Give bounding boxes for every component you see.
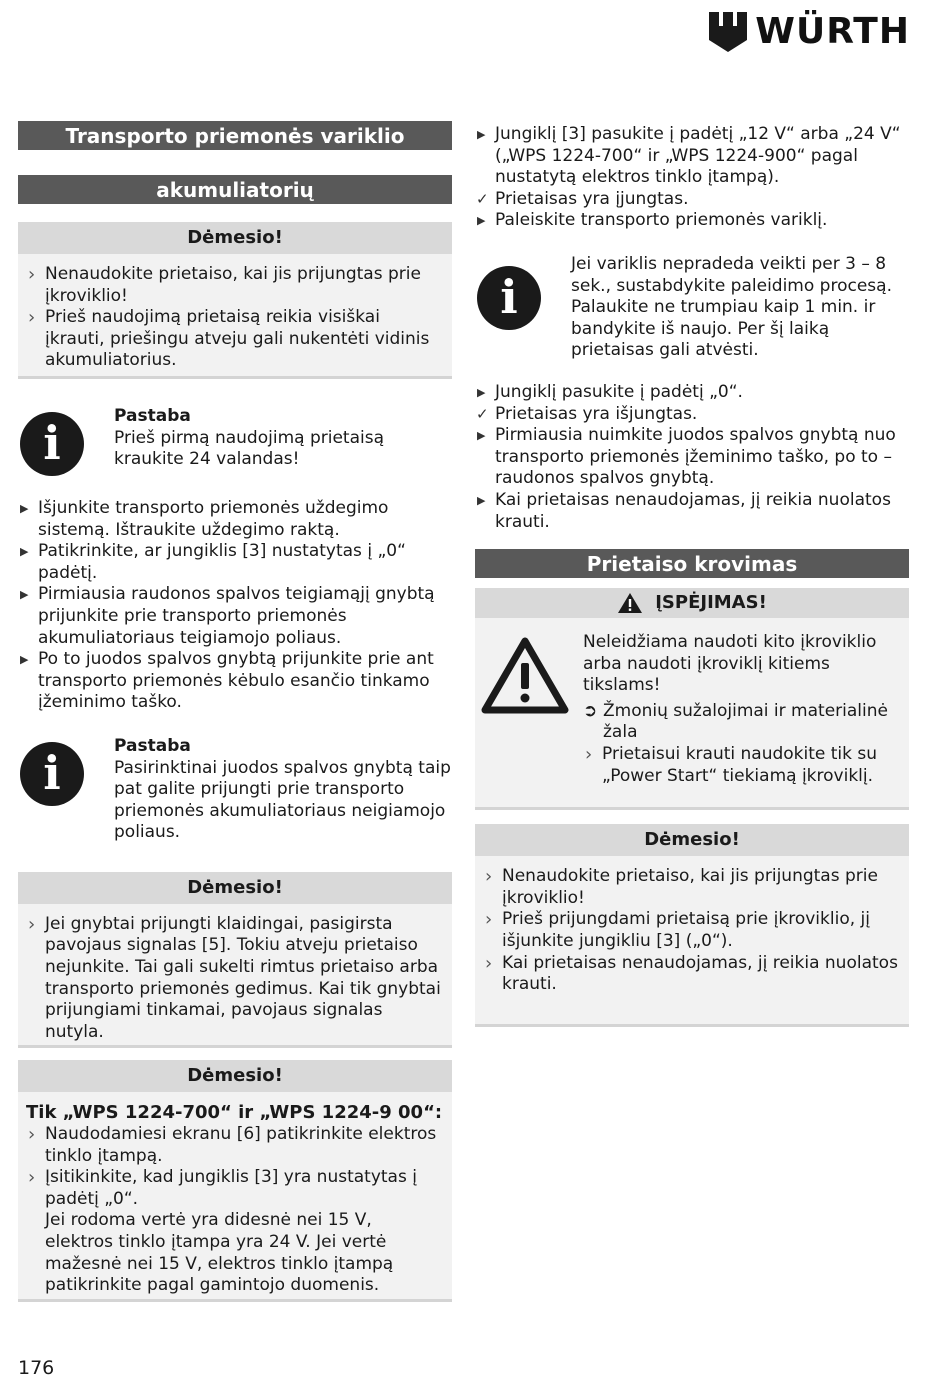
list-item: › Kai prietaisas nenaudojamas, jį reikia nuolatos krauti. bbox=[483, 953, 901, 996]
attention-box-4 bbox=[475, 824, 909, 1027]
consequence-text: Žmonių sužalojimai ir materialinė žala bbox=[603, 700, 888, 743]
note-block-2 bbox=[18, 736, 452, 844]
step-item: ▶ Jungiklį pasukite į padėtį „0“. bbox=[475, 382, 909, 404]
warning-heading-bar bbox=[475, 588, 909, 618]
step-list-left bbox=[18, 498, 452, 714]
note-block-1 bbox=[18, 406, 452, 476]
right-column bbox=[475, 124, 909, 1027]
consequence-arrow-icon: ➲ bbox=[583, 700, 598, 721]
step-list-right-2 bbox=[475, 382, 909, 533]
step-item: ▶ Išjunkite transporto priemonės uždegimo sistemą. Ištraukite uždegimo raktą. bbox=[18, 498, 452, 541]
step-item: ▶ Kai prietaisas nenaudojamas, jį reikia nuolatos krauti. bbox=[475, 490, 909, 533]
warning-icon bbox=[481, 636, 569, 714]
list-item: › Prieš prijungdami prietaisą prie įkroviklio, jį išjunkite jungikliu [3] („0“). bbox=[483, 909, 901, 952]
note-block-3 bbox=[475, 254, 909, 362]
step-item: ▶ Pirmiausia nuimkite juodos spalvos gnybtą nuo transporto priemonės įžeminimo taško, po to – raudonos spalvos gnybtą. bbox=[475, 425, 909, 490]
brand-name: WÜRTH bbox=[755, 11, 910, 53]
result-item: ✓ Prietaisas yra įjungtas. bbox=[475, 189, 909, 211]
list-item: › Naudodamiesi ekranu [6] patikrinkite elektros tinklo įtampą. bbox=[26, 1124, 444, 1167]
warning-small-icon bbox=[617, 592, 643, 614]
attention-box-2 bbox=[18, 872, 452, 1049]
list-item: › Jei gnybtai prijungti klaidingai, pasigirsta pavojaus signalas [5]. Tokiu atveju prietaiso nejunkite. Tai gali sukelti rimtus prietaiso arba transporto priemonės gedimus. Kai tik gnybtai prijungiami tinkamai, pavojaus signalas nutyla. bbox=[26, 914, 444, 1044]
info-icon: i bbox=[20, 412, 84, 476]
left-column bbox=[18, 121, 452, 1302]
step-item: ▶ Pirmiausia raudonos spalvos teigiamąjį gnybtą prijunkite prie transporto priemonės akumuliatoriaus teigiamojo poliaus. bbox=[18, 584, 452, 649]
attention-heading: Dėmesio! bbox=[18, 872, 452, 904]
note-title: Pastaba bbox=[114, 735, 191, 756]
wurth-logo bbox=[709, 12, 910, 52]
note-text: Jei variklis nepradeda veikti per 3 – 8 sek., sustabdykite paleidimo procesą. Palaukite ne trumpiau kaip 1 min. ir bandykite iš naujo. Per šį laiką prietaisas gali atvėsti. bbox=[571, 253, 892, 361]
list-item: › Nenaudokite prietaiso, kai jis prijungtas prie įkroviklio! bbox=[483, 866, 901, 909]
note-text: Pasirinktinai juodos spalvos gnybtą taip pat galite prijungti prie transporto priemonės akumuliatoriaus neigiamojo poliaus. bbox=[114, 757, 451, 843]
list-item: › Įsitikinkite, kad jungiklis [3] yra nustatytas į padėtį „0“. bbox=[26, 1167, 444, 1210]
warning-text: Neleidžiama naudoti kito įkroviklio arba naudoti įkroviklį kitiems tikslams! bbox=[583, 632, 877, 696]
attention-box-3 bbox=[18, 1060, 452, 1301]
step-item: ▶ Jungiklį [3] pasukite į padėtį „12 V“ arba „24 V“ („WPS 1224-700“ ir „WPS 1224-900“ pagal nustatytą elektros tinklo įtampą). bbox=[475, 124, 909, 189]
attention-heading: Dėmesio! bbox=[18, 222, 452, 254]
list-item: › Prietaisui krauti naudokite tik su „Power Start“ tiekiamą įkroviklį. bbox=[583, 744, 901, 787]
result-item: ✓ Prietaisas yra išjungtas. bbox=[475, 404, 909, 426]
section-title: Transporto priemonės variklio bbox=[18, 121, 452, 150]
warning-consequence bbox=[583, 701, 901, 744]
warning-heading: ĮSPĖJIMAS! bbox=[655, 592, 767, 614]
attention-heading: Dėmesio! bbox=[475, 824, 909, 856]
page-number: 176 bbox=[18, 1357, 55, 1379]
attention-box-1 bbox=[18, 222, 452, 379]
attention-subtitle: Tik „WPS 1224-700“ ir „WPS 1224-9 00“: bbox=[26, 1102, 443, 1124]
step-item: ▶ Patikrinkite, ar jungiklis [3] nustatytas į „0“ padėtį. bbox=[18, 541, 452, 584]
step-item: ▶ Paleiskite transporto priemonės variklį. bbox=[475, 210, 909, 232]
step-item: ▶ Po to juodos spalvos gnybtą prijunkite prie ant transporto priemonės kėbulo esančio tinkamo įžeminimo taško. bbox=[18, 649, 452, 714]
info-icon: i bbox=[20, 742, 84, 806]
section-title-line2: akumuliatorių bbox=[18, 175, 452, 204]
warning-box bbox=[475, 588, 909, 810]
attention-text: Jei rodoma vertė yra didesnė nei 15 V, elektros tinklo įtampa yra 24 V. Jei vertė mažesnė nei 15 V, elektros tinklo įtampą patikrinkite pagal gamintojo duomenis. bbox=[45, 1210, 394, 1296]
charging-section-title: Prietaiso krovimas bbox=[475, 549, 909, 578]
note-text: Prieš pirmą naudojimą prietaisą kraukite 24 valandas! bbox=[114, 427, 384, 470]
step-list-right-1 bbox=[475, 124, 909, 232]
note-title: Pastaba bbox=[114, 405, 191, 426]
wurth-logo-icon bbox=[709, 12, 747, 52]
list-item: › Nenaudokite prietaiso, kai jis prijungtas prie įkroviklio! bbox=[26, 264, 444, 307]
list-item: › Prieš naudojimą prietaisą reikia visiškai įkrauti, priešingu atveju gali nukentėti vidinis akumuliatorius. bbox=[26, 307, 444, 372]
attention-heading: Dėmesio! bbox=[18, 1060, 452, 1092]
info-icon: i bbox=[477, 266, 541, 330]
